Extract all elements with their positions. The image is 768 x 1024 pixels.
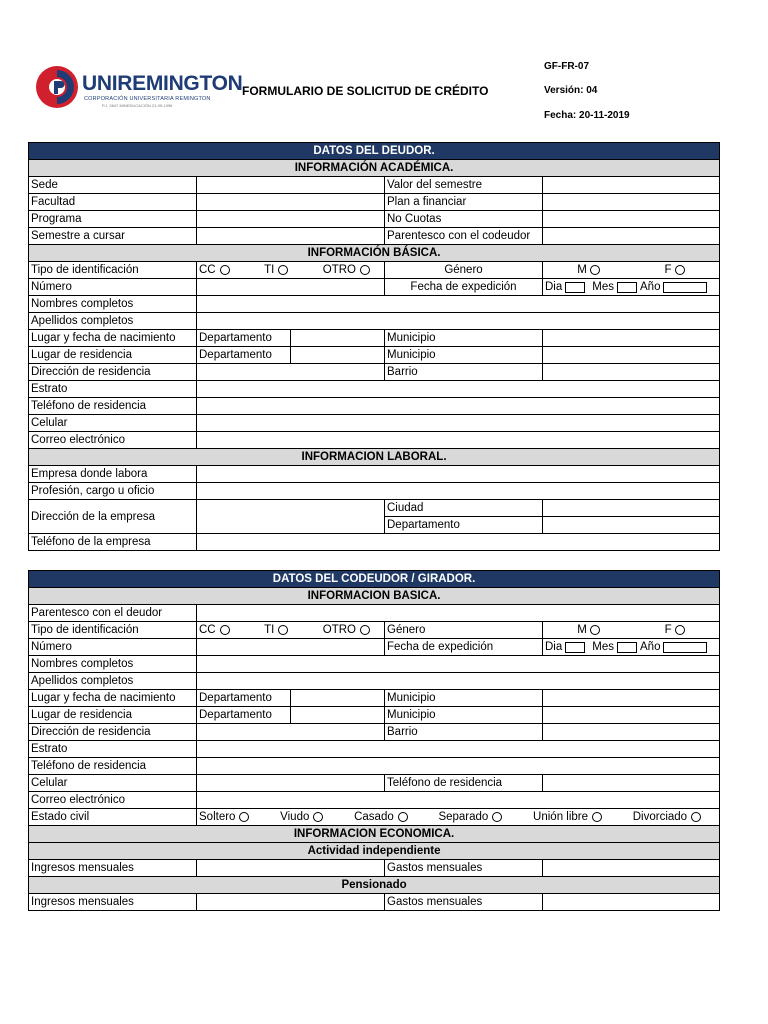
label-c-estado-civil: Estado civil (29, 809, 197, 826)
label-ingresos-pen: Ingresos mensuales (29, 894, 197, 911)
ti-radio[interactable] (278, 265, 288, 275)
label-c-apellidos: Apellidos completos (29, 673, 197, 690)
field-c-municipio-nac[interactable] (543, 690, 720, 707)
row-programa (29, 211, 720, 228)
cc-radio[interactable] (220, 265, 230, 275)
label-sede: Sede (29, 177, 197, 194)
field-c-correo[interactable] (197, 792, 720, 809)
c-anio-label: Año (640, 641, 661, 653)
label-lugar-nacimiento: Lugar y fecha de nacimiento (29, 330, 197, 347)
c-cc-label: CC (199, 624, 216, 636)
label-c-fecha-expedicion: Fecha de expedición (385, 639, 543, 656)
soltero-label: Soltero (199, 811, 236, 823)
field-c-barrio[interactable] (543, 724, 720, 741)
row-correo (29, 432, 720, 449)
row-semestre (29, 228, 720, 245)
row-c-numero (29, 639, 720, 656)
field-no-cuotas[interactable] (543, 211, 720, 228)
union-libre-radio[interactable] (592, 812, 602, 822)
row-empresa (29, 466, 720, 483)
label-c-departamento-res: Departamento (197, 707, 291, 724)
row-c-telefono (29, 758, 720, 775)
field-c-telefono-res[interactable] (197, 758, 720, 775)
otro-label: OTRO (322, 264, 356, 276)
label-c-lugar-nacimiento: Lugar y fecha de nacimiento (29, 690, 197, 707)
label-no-cuotas: No Cuotas (385, 211, 543, 228)
field-c-celular[interactable] (197, 775, 385, 792)
label-gastos-pen: Gastos mensuales (385, 894, 543, 911)
academic-section-title: INFORMACIÓN ACADÉMICA. (29, 160, 720, 177)
row-ingresos-ind (29, 860, 720, 877)
independiente-title: Actividad independiente (29, 843, 720, 860)
anio-label: Año (640, 281, 661, 293)
label-c-barrio: Barrio (385, 724, 543, 741)
row-numero (29, 279, 720, 296)
viudo-label: Viudo (280, 811, 310, 823)
field-c-departamento-nac[interactable] (291, 690, 385, 707)
label-c-celular: Celular (29, 775, 197, 792)
label-plan-financiar: Plan a financiar (385, 194, 543, 211)
field-dir-empresa[interactable] (197, 500, 385, 534)
c-cc-radio[interactable] (220, 625, 230, 635)
label-profesion: Profesión, cargo u oficio (29, 483, 197, 500)
cc-label: CC (199, 264, 216, 276)
field-gastos-pen[interactable] (543, 894, 720, 911)
label-facultad: Facultad (29, 194, 197, 211)
form-header (0, 0, 768, 140)
field-parentesco-codeudor[interactable] (543, 228, 720, 245)
row-tel-empresa (29, 534, 720, 551)
label-correo: Correo electrónico (29, 432, 197, 449)
field-correo[interactable] (197, 432, 720, 449)
form-version: Versión: 04 (544, 85, 598, 96)
field-semestre[interactable] (197, 228, 385, 245)
label-municipio-nac: Municipio (385, 330, 543, 347)
row-parentesco (29, 605, 720, 622)
logo-name: UNIREMINGTON (82, 72, 243, 95)
codeudor-table (28, 570, 720, 911)
field-plan-financiar[interactable] (543, 194, 720, 211)
field-c-apellidos[interactable] (197, 673, 720, 690)
anio-box[interactable] (663, 282, 707, 293)
m-label: M (577, 264, 587, 276)
field-parentesco[interactable] (197, 605, 720, 622)
c-ti-label: TI (264, 624, 275, 636)
separado-label: Separado (438, 811, 489, 823)
field-c-telefono-res2[interactable] (543, 775, 720, 792)
row-c-direccion (29, 724, 720, 741)
casado-label: Casado (354, 811, 394, 823)
form-title: FORMULARIO DE SOLICITUD DE CRÉDITO (242, 84, 489, 98)
label-departamento-res: Departamento (197, 347, 291, 364)
pensionado-title: Pensionado (29, 877, 720, 894)
viudo-radio[interactable] (313, 812, 323, 822)
label-c-numero: Número (29, 639, 197, 656)
field-numero[interactable] (197, 279, 385, 296)
field-sede[interactable] (197, 177, 385, 194)
label-c-telefono-res: Teléfono de residencia (29, 758, 197, 775)
label-c-estrato: Estrato (29, 741, 197, 758)
mes-box[interactable] (617, 282, 637, 293)
label-valor-semestre: Valor del semestre (385, 177, 543, 194)
label-tel-empresa: Teléfono de la empresa (29, 534, 197, 551)
field-programa[interactable] (197, 211, 385, 228)
field-direccion[interactable] (197, 364, 385, 381)
casado-radio[interactable] (398, 812, 408, 822)
label-estrato: Estrato (29, 381, 197, 398)
c-anio-box[interactable] (663, 642, 707, 653)
label-departamento-empresa: Departamento (385, 517, 543, 534)
c-dia-box[interactable] (565, 642, 585, 653)
dia-box[interactable] (565, 282, 585, 293)
field-departamento-res[interactable] (291, 347, 385, 364)
divorciado-radio[interactable] (691, 812, 701, 822)
label-direccion: Dirección de residencia (29, 364, 197, 381)
row-telefono (29, 398, 720, 415)
union-libre-label: Unión libre (533, 811, 589, 823)
row-facultad (29, 194, 720, 211)
row-nombres (29, 296, 720, 313)
c-tipo-id-options (197, 622, 385, 639)
c-f-label: F (664, 624, 672, 636)
genero-options (543, 262, 720, 279)
field-departamento-nac[interactable] (291, 330, 385, 347)
row-c-correo (29, 792, 720, 809)
field-municipio-res[interactable] (543, 347, 720, 364)
row-c-residencia (29, 707, 720, 724)
f-radio[interactable] (675, 265, 685, 275)
label-barrio: Barrio (385, 364, 543, 381)
row-c-estado-civil (29, 809, 720, 826)
label-c-municipio-res: Municipio (385, 707, 543, 724)
field-nombres[interactable] (197, 296, 720, 313)
field-apellidos[interactable] (197, 313, 720, 330)
label-apellidos: Apellidos completos (29, 313, 197, 330)
row-apellidos (29, 313, 720, 330)
otro-radio[interactable] (360, 265, 370, 275)
codeudor-basic-title: INFORMACION BASICA. (29, 588, 720, 605)
row-c-estrato (29, 741, 720, 758)
label-empresa: Empresa donde labora (29, 466, 197, 483)
logo-emblem-icon (34, 64, 80, 110)
label-parentesco-codeudor: Parentesco con el codeudor (385, 228, 543, 245)
field-facultad[interactable] (197, 194, 385, 211)
deudor-table (28, 142, 720, 551)
label-dir-empresa: Dirección de la empresa (29, 500, 197, 534)
c-otro-radio[interactable] (360, 625, 370, 635)
label-fecha-expedicion: Fecha de expedición (385, 279, 543, 296)
dia-label: Dia (545, 281, 563, 293)
labor-section-title: INFORMACION LABORAL. (29, 449, 720, 466)
field-c-nombres[interactable] (197, 656, 720, 673)
field-c-direccion[interactable] (197, 724, 385, 741)
deudor-title: DATOS DEL DEUDOR. (29, 143, 720, 160)
c-ti-radio[interactable] (278, 625, 288, 635)
c-mes-box[interactable] (617, 642, 637, 653)
field-empresa[interactable] (197, 466, 720, 483)
field-municipio-nac[interactable] (543, 330, 720, 347)
label-c-lugar-residencia: Lugar de residencia (29, 707, 197, 724)
basic-section-title: INFORMACIÓN BÁSICA. (29, 245, 720, 262)
separado-radio[interactable] (492, 812, 502, 822)
c-mes-label: Mes (592, 641, 614, 653)
label-semestre: Semestre a cursar (29, 228, 197, 245)
field-ciudad[interactable] (543, 500, 720, 517)
label-lugar-residencia: Lugar de residencia (29, 347, 197, 364)
row-ingresos-pen (29, 894, 720, 911)
c-m-label: M (577, 624, 587, 636)
c-m-radio[interactable] (590, 625, 600, 635)
row-sede (29, 177, 720, 194)
soltero-radio[interactable] (239, 812, 249, 822)
label-tipo-id: Tipo de identificación (29, 262, 197, 279)
label-programa: Programa (29, 211, 197, 228)
c-genero-options (543, 622, 720, 639)
row-celular (29, 415, 720, 432)
field-departamento-empresa[interactable] (543, 517, 720, 534)
row-dir-empresa (29, 500, 720, 517)
field-ingresos-pen[interactable] (197, 894, 385, 911)
row-c-apellidos (29, 673, 720, 690)
row-tipo-id (29, 262, 720, 279)
label-municipio-res: Municipio (385, 347, 543, 364)
label-celular: Celular (29, 415, 197, 432)
label-c-municipio-nac: Municipio (385, 690, 543, 707)
label-telefono-res: Teléfono de residencia (29, 398, 197, 415)
field-estrato[interactable] (197, 381, 720, 398)
row-c-tipo-id (29, 622, 720, 639)
row-c-nombres (29, 656, 720, 673)
row-c-nacimiento (29, 690, 720, 707)
codeudor-title: DATOS DEL CODEUDOR / GIRADOR. (29, 571, 720, 588)
field-c-estrato[interactable] (197, 741, 720, 758)
label-c-nombres: Nombres completos (29, 656, 197, 673)
f-label: F (664, 264, 672, 276)
row-residencia (29, 347, 720, 364)
tipo-id-options (197, 262, 385, 279)
label-c-departamento-nac: Departamento (197, 690, 291, 707)
econ-section-title: INFORMACION ECONOMICA. (29, 826, 720, 843)
form-code: GF-FR-07 (544, 61, 589, 72)
label-nombres: Nombres completos (29, 296, 197, 313)
row-c-celular (29, 775, 720, 792)
c-otro-label: OTRO (322, 624, 356, 636)
label-departamento-nac: Departamento (197, 330, 291, 347)
logo-registration: P.J. 0647 MINEDUCACIÓN 21-05-1996 (102, 103, 173, 108)
field-profesion[interactable] (197, 483, 720, 500)
uniremington-logo (34, 64, 243, 114)
ti-label: TI (264, 264, 275, 276)
label-parentesco: Parentesco con el deudor (29, 605, 197, 622)
row-direccion (29, 364, 720, 381)
c-fecha-expedicion-fields (543, 639, 720, 656)
row-nacimiento (29, 330, 720, 347)
mes-label: Mes (592, 281, 614, 293)
logo-subtitle: CORPORACIÓN UNIVERSITARIA REMINGTON (84, 96, 211, 102)
label-numero: Número (29, 279, 197, 296)
label-ciudad: Ciudad (385, 500, 543, 517)
c-dia-label: Dia (545, 641, 563, 653)
m-radio[interactable] (590, 265, 600, 275)
row-estrato (29, 381, 720, 398)
label-c-genero: Género (385, 622, 543, 639)
field-ingresos-ind[interactable] (197, 860, 385, 877)
field-valor-semestre[interactable] (543, 177, 720, 194)
field-barrio[interactable] (543, 364, 720, 381)
label-c-direccion: Dirección de residencia (29, 724, 197, 741)
c-f-radio[interactable] (675, 625, 685, 635)
field-c-municipio-res[interactable] (543, 707, 720, 724)
estado-civil-options (197, 809, 720, 826)
field-c-numero[interactable] (197, 639, 385, 656)
label-c-telefono-res2: Teléfono de residencia (385, 775, 543, 792)
label-ingresos-ind: Ingresos mensuales (29, 860, 197, 877)
field-gastos-ind[interactable] (543, 860, 720, 877)
form-date: Fecha: 20-11-2019 (544, 110, 630, 121)
field-telefono-res[interactable] (197, 398, 720, 415)
label-gastos-ind: Gastos mensuales (385, 860, 543, 877)
divorciado-label: Divorciado (632, 811, 688, 823)
field-tel-empresa[interactable] (197, 534, 720, 551)
label-genero: Género (385, 262, 543, 279)
row-profesion (29, 483, 720, 500)
label-c-tipo-id: Tipo de identificación (29, 622, 197, 639)
field-celular[interactable] (197, 415, 720, 432)
fecha-expedicion-fields (543, 279, 720, 296)
field-c-departamento-res[interactable] (291, 707, 385, 724)
label-c-correo: Correo electrónico (29, 792, 197, 809)
